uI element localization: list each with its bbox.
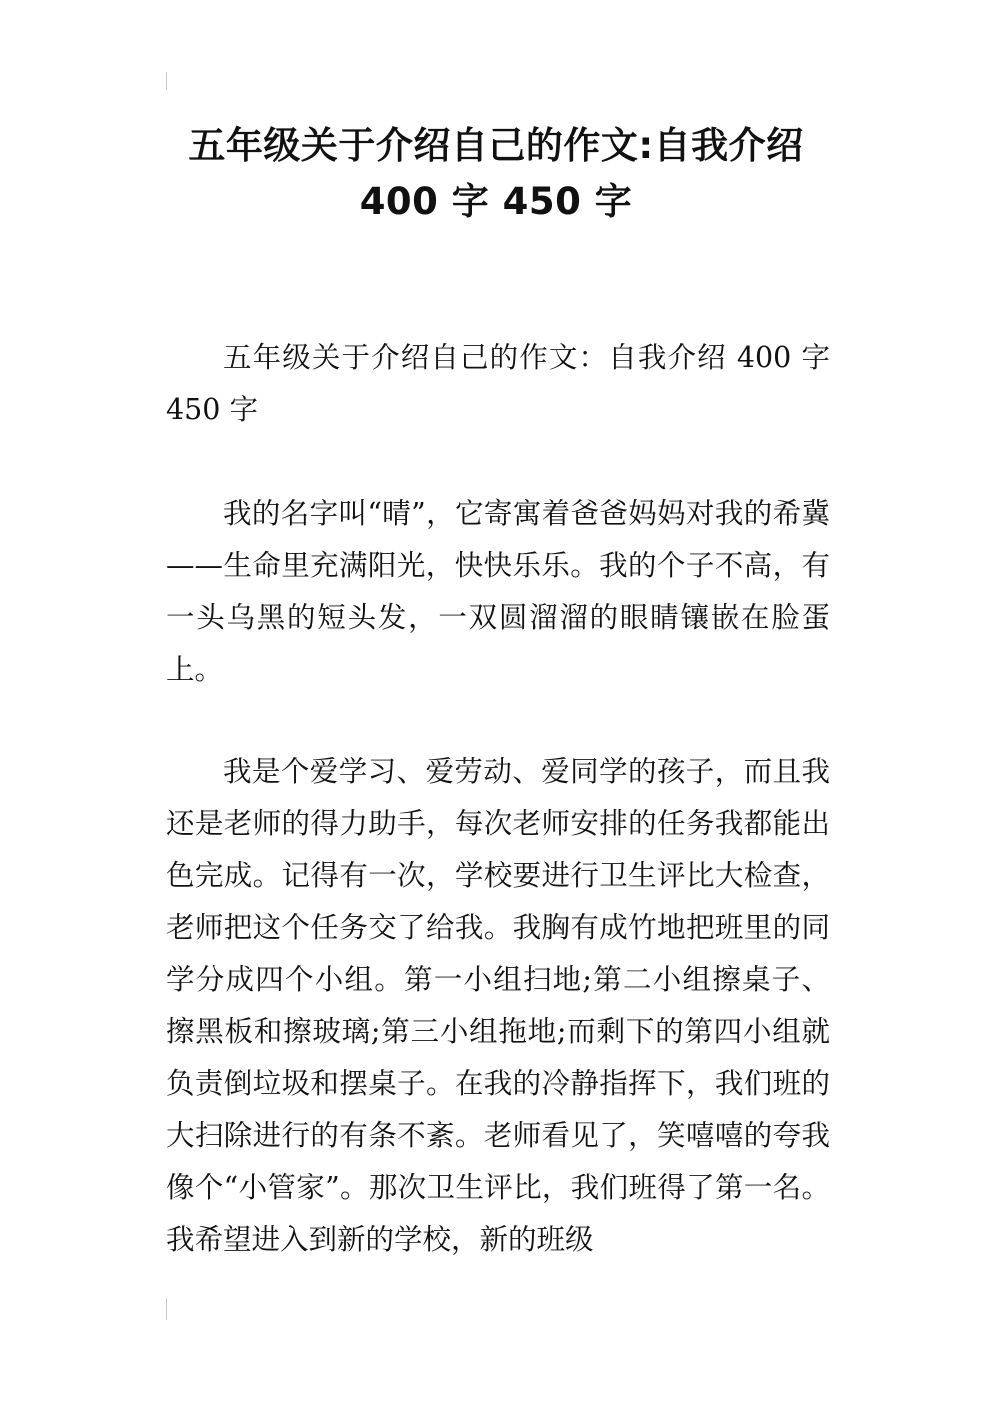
page-corner-mark-top bbox=[166, 72, 167, 90]
page-corner-mark-bottom bbox=[166, 1298, 167, 1320]
paragraph-subtitle: 五年级关于介绍自己的作文：自我介绍 400 字 450 字 bbox=[166, 341, 830, 426]
paragraph-helper-story: 我是个爱学习、爱劳动、爱同学的孩子，而且我还是老师的得力助手，每次老师安排的任务我都能出色完成。记得有一次，学校要进行卫生评比大检查，老师把这个任务交了给我。我胸有成竹地把班里的同学分成四个小组。第一小组扫地;第二小组擦桌子、擦黑板和擦玻璃;第三小组拖地;而剩下的第四小组就负责倒垃圾和摆桌子。在我的冷静指挥下，我们班的大扫除进行的有条不紊。老师看见了，笑嘻嘻的夸我像个“小管家”。那次卫生评比，我们班得了第一名。我希望进入到新的学校，新的班级 bbox=[166, 755, 830, 1256]
document-title bbox=[150, 118, 842, 230]
document-title-line-1: 五年级关于介绍自己的作文:自我介绍 bbox=[188, 124, 804, 167]
document-title-line-2: 400 字 450 字 bbox=[359, 180, 633, 223]
paragraph-name-and-appearance: 我的名字叫“晴”，它寄寓着爸爸妈妈对我的希冀——生命里充满阳光，快快乐乐。我的个子不高，有一头乌黑的短头发，一双圆溜溜的眼睛镶嵌在脸蛋上。 bbox=[166, 497, 830, 686]
